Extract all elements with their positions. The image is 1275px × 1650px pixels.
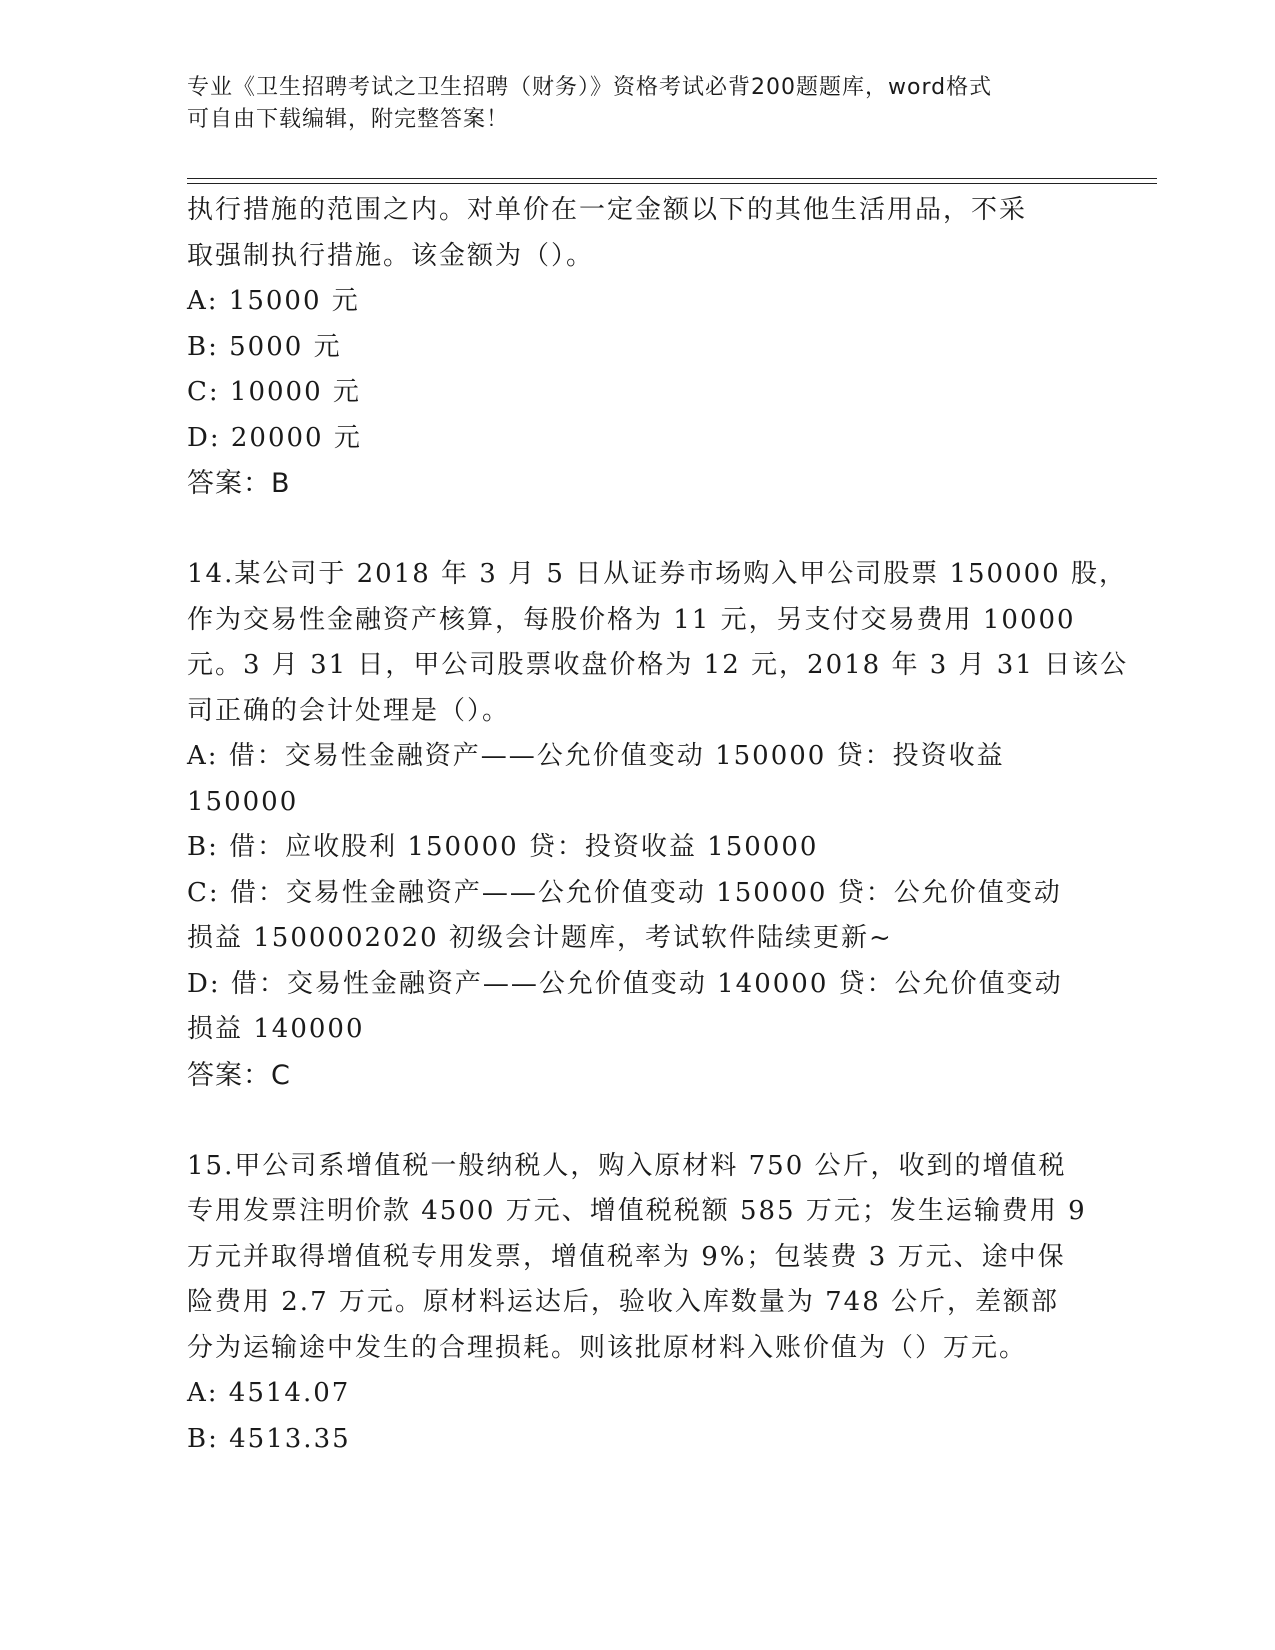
option-c: C: 10000 元 xyxy=(187,377,361,407)
option-a: A: 15000 元 xyxy=(187,286,360,316)
option-a: A: 借：交易性金融资产——公允价值变动 150000 贷：投资收益 xyxy=(187,741,1005,771)
header-title-line-1: 专业《卫生招聘考试之卫生招聘（财务）》资格考试必背200题题库，word格式 xyxy=(187,75,993,100)
option-b: B: 借：应收股利 150000 贷：投资收益 150000 xyxy=(187,832,819,862)
question-text-line: 司正确的会计处理是（）。 xyxy=(187,695,511,726)
question-15 xyxy=(187,1144,1087,1463)
option-c: C: 借：交易性金融资产——公允价值变动 150000 贷：公允价值变动 xyxy=(187,877,1062,908)
option-c-continued: 损益 1500002020 初级会计题库，考试软件陆续更新~ xyxy=(187,923,893,953)
question-text-line: 取强制执行措施。该金额为（）。 xyxy=(187,240,595,271)
header-divider-bottom xyxy=(187,183,1157,184)
question-text-line: 专用发票注明价款 4500 万元、增值税税额 585 万元；发生运输费用 9 xyxy=(187,1196,1087,1226)
document-header xyxy=(187,72,1077,136)
question-text-line: 作为交易性金融资产核算，每股价格为 11 元，另支付交易费用 10000 xyxy=(187,604,1076,635)
question-text-line: 元。3 月 31 日，甲公司股票收盘价格为 12 元，2018 年 3 月 31 日该公 xyxy=(187,650,1129,680)
spacer xyxy=(187,507,1087,553)
header-title-line-2: 可自由下载编辑，附完整答案！ xyxy=(187,107,510,132)
question-content xyxy=(187,188,1129,1462)
question-text-line: 万元并取得增值税专用发票，增值税率为 9%；包装费 3 万元、途中保 xyxy=(187,1241,1066,1272)
question-text-line: 14.某公司于 2018 年 3 月 5 日从证券市场购入甲公司股票 150000 股， xyxy=(187,559,1127,589)
option-b: B: 5000 元 xyxy=(187,331,342,362)
question-text-line: 分为运输途中发生的合理损耗。则该批原材料入账价值为（）万元。 xyxy=(187,1332,1028,1363)
option-d: D: 20000 元 xyxy=(187,422,362,453)
question-text-line: 险费用 2.7 万元。原材料运达后，验收入库数量为 748 公斤，差额部 xyxy=(187,1287,1060,1317)
option-d: D: 借：交易性金融资产——公允价值变动 140000 贷：公允价值变动 xyxy=(187,968,1063,999)
option-a: A: 4514.07 xyxy=(187,1378,351,1408)
header-divider-top xyxy=(187,178,1157,179)
question-text-line: 15.甲公司系增值税一般纳税人，购入原材料 750 公斤，收到的增值税 xyxy=(187,1150,1067,1181)
option-b: B: 4513.35 xyxy=(187,1423,351,1454)
answer-label: 答案：B xyxy=(187,468,291,499)
question-14 xyxy=(187,552,1129,1098)
spacer xyxy=(187,1098,1087,1144)
question-13 xyxy=(187,188,1087,507)
option-d-continued: 损益 140000 xyxy=(187,1014,365,1044)
answer-label: 答案：C xyxy=(187,1059,291,1091)
question-text-line: 执行措施的范围之内。对单价在一定金额以下的其他生活用品，不采 xyxy=(187,195,1028,225)
option-a-continued: 150000 xyxy=(187,786,299,817)
